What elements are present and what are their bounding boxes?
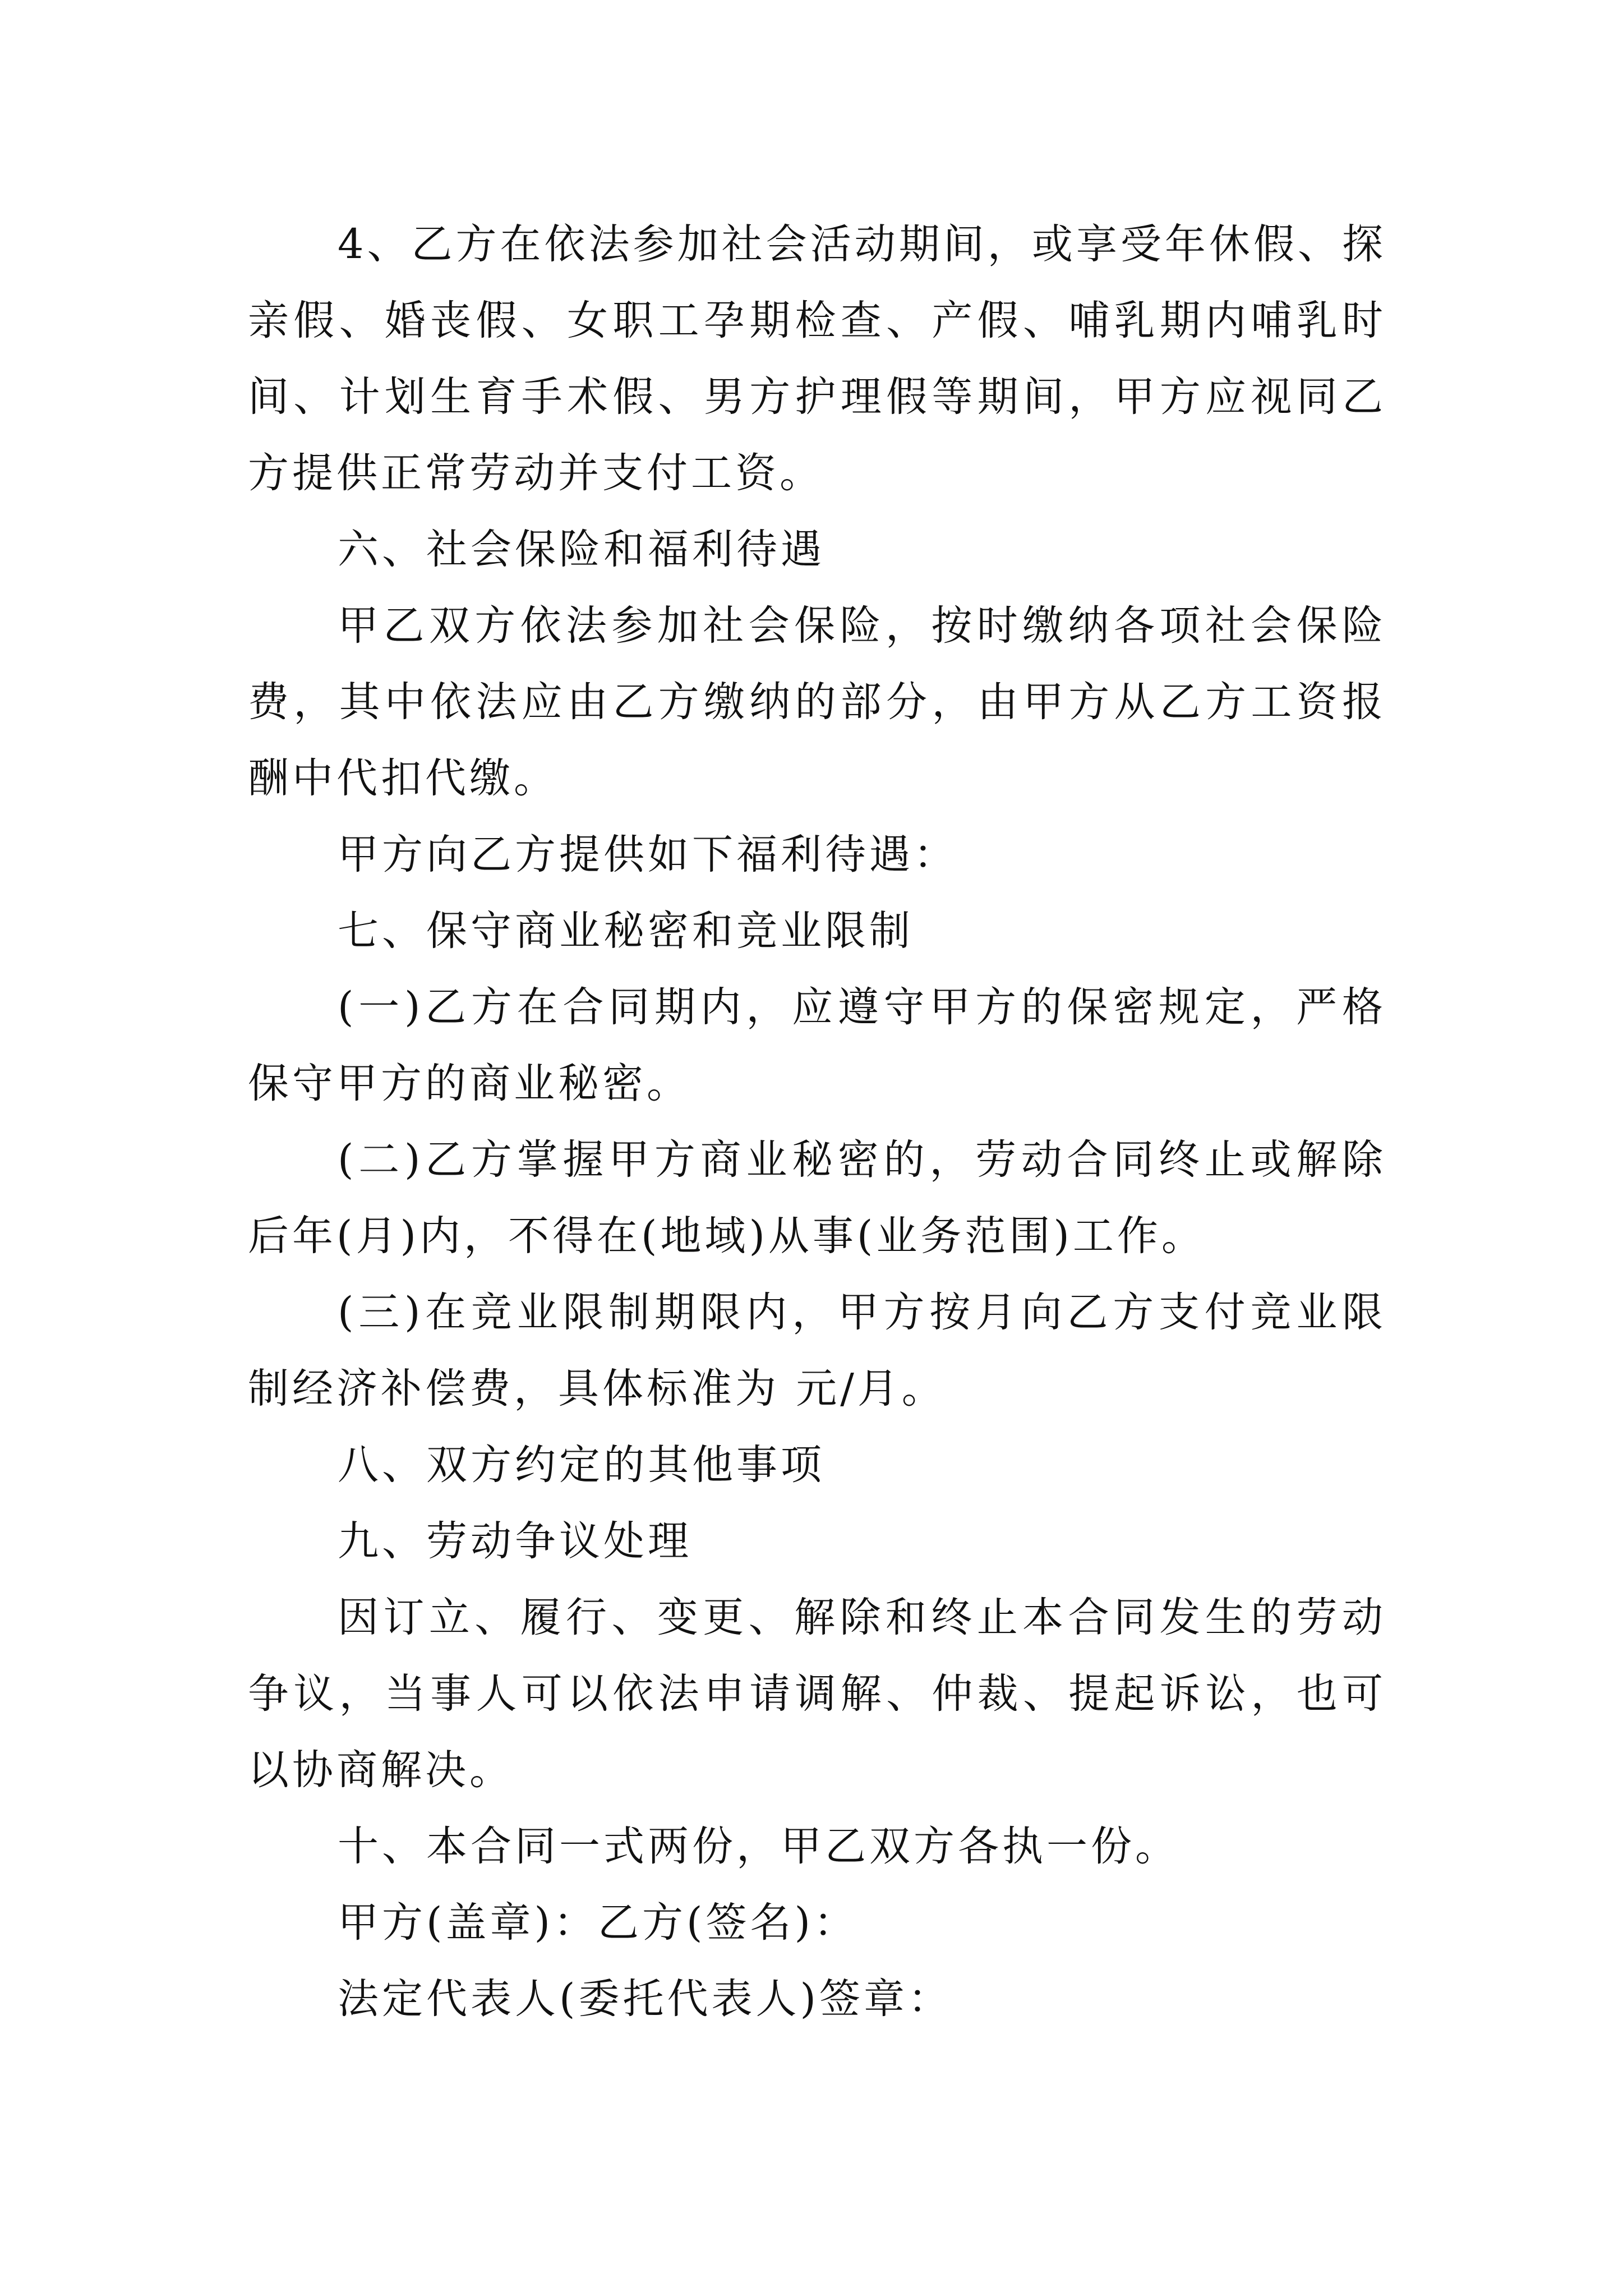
section-heading-confidentiality: 七、保守商业秘密和竞业限制: [338, 907, 914, 955]
document-body: [248, 206, 1386, 2037]
paragraph-welfare: 甲方向乙方提供如下福利待遇：: [338, 831, 958, 878]
paragraph-confidentiality-2: (二)乙方掌握甲方商业秘密的，劳动合同终止或解除后年(月)内，不得在(地域)从事(业务范围)工作。: [248, 1136, 1386, 1260]
section-heading-social-insurance: 六、社会保险和福利待遇: [338, 526, 825, 573]
section-heading-dispute: 九、劳动争议处理: [338, 1517, 692, 1565]
paragraph-copies: 十、本合同一式两份，甲乙双方各执一份。: [338, 1823, 1179, 1870]
paragraph-confidentiality-3: (三)在竞业限制期限内，甲方按月向乙方支付竞业限制经济补偿费，具体标准为 元/月。: [248, 1289, 1386, 1412]
paragraph-wage-during-leave: 4、乙方在依法参加社会活动期间，或享受年休假、探亲假、婚丧假、女职工孕期检查、产假、哺乳期内哺乳时间、计划生育手术假、男方护理假等期间，甲方应视同乙方提供正常劳动并支付工资。: [248, 220, 1386, 497]
paragraph-social-insurance: 甲乙双方依法参加社会保险，按时缴纳各项社会保险费，其中依法应由乙方缴纳的部分，由甲方从乙方工资报酬中代扣代缴。: [248, 602, 1386, 802]
paragraph-confidentiality-1: (一)乙方在合同期内，应遵守甲方的保密规定，严格保守甲方的商业秘密。: [248, 983, 1386, 1107]
signature-line-parties: 甲方(盖章)：乙方(签名)：: [338, 1899, 858, 1947]
paragraph-dispute: 因订立、履行、变更、解除和终止本合同发生的劳动争议，当事人可以依法申请调解、仲裁、提起诉讼，也可以协商解决。: [248, 1594, 1386, 1794]
signature-line-representative: 法定代表人(委托代表人)签章：: [338, 1975, 952, 2023]
section-heading-other-matters: 八、双方约定的其他事项: [338, 1441, 825, 1489]
